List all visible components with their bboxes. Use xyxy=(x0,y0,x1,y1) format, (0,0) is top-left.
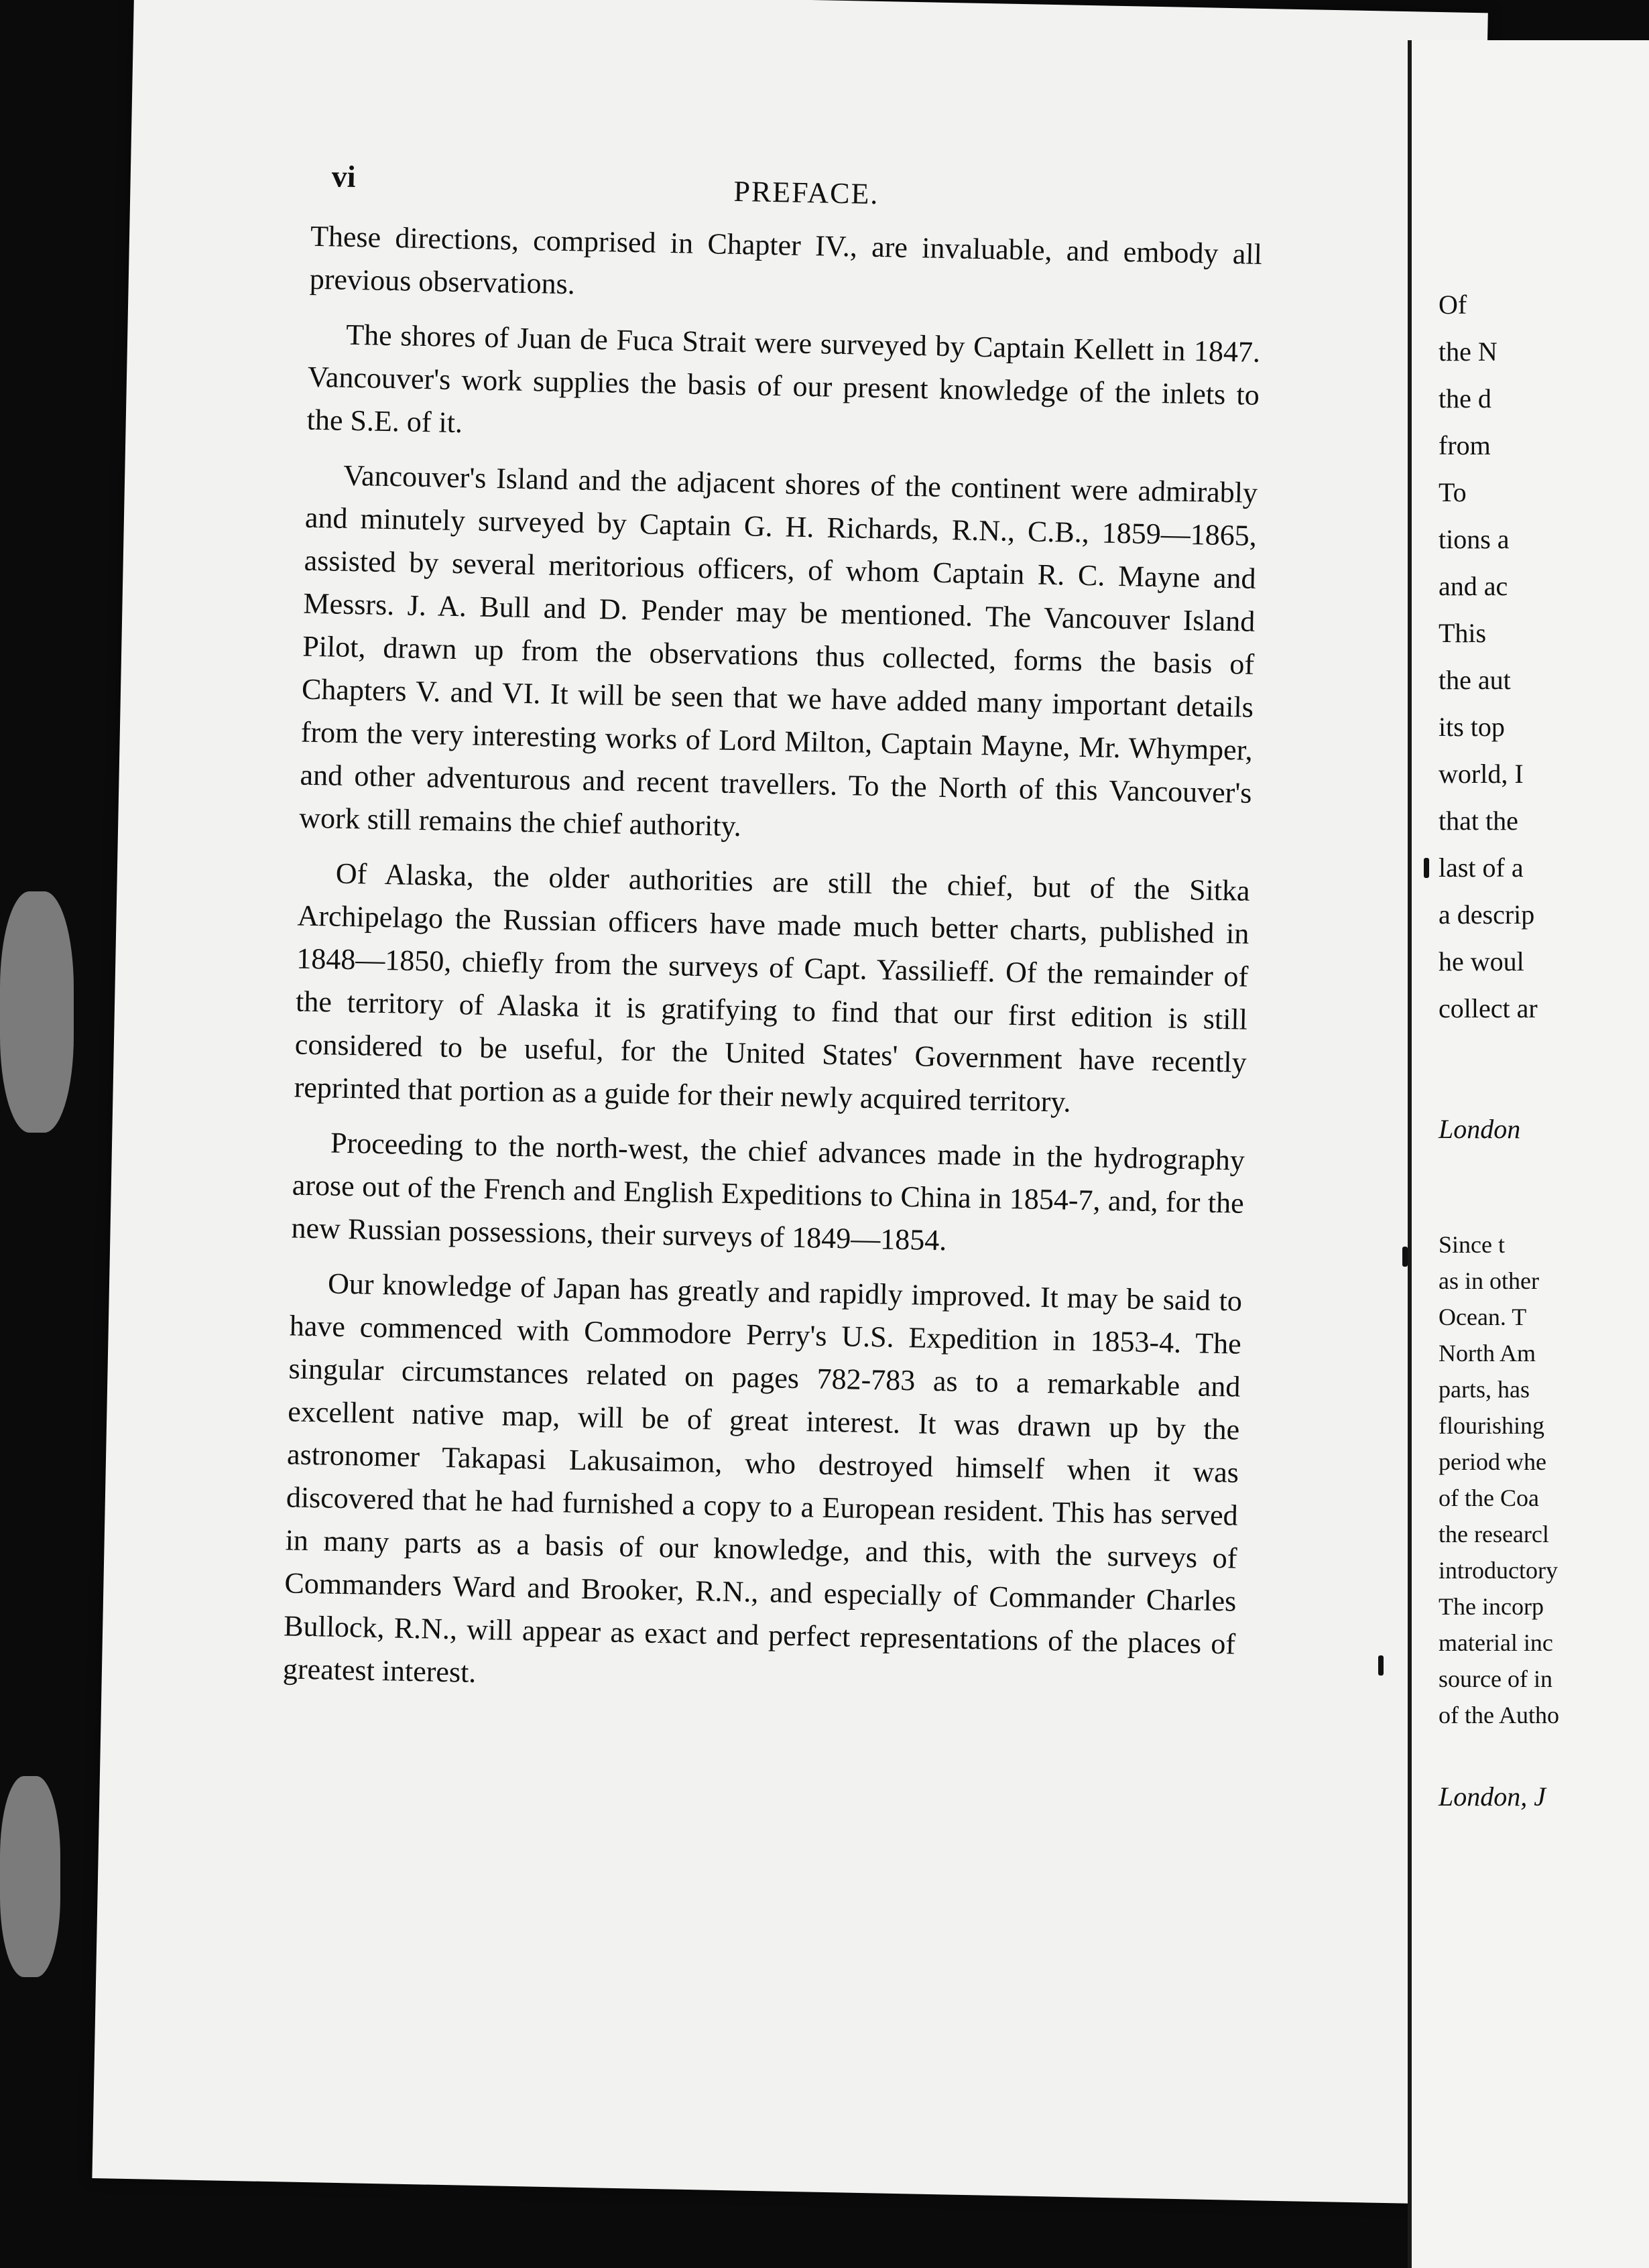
text-line: from xyxy=(1439,430,1491,460)
paragraph: Of Alaska, the older authorities are still the chief, but of the Sitka Archipelago the Russian officers have made much better charts, published in 1848—1850, chiefly from the surveys of Capt. Yassilieff. Of the remainder of the territory of Alaska it is gratifying to find that our first edition is still considered to be useful, for the United States' Government have recently reprinted that portion as a guide for their newly acquired territory. xyxy=(294,857,1251,1119)
text-line: a descrip xyxy=(1439,899,1535,930)
text-line: of the Autho xyxy=(1439,1702,1559,1728)
paragraph: Proceeding to the north-west, the chief advances made in the hydrography arose out of the French and English Expeditions to China in 1854-7, and, for the new Russian possessions, their surveys of 1849—1854. xyxy=(291,1126,1245,1257)
text-line: Ocean. T xyxy=(1439,1304,1527,1330)
text-line: To xyxy=(1439,477,1467,507)
text-line: and ac xyxy=(1439,571,1508,601)
right-page xyxy=(1408,40,1649,2268)
text-line: of the Coa xyxy=(1439,1485,1539,1511)
scan-mark xyxy=(1378,1655,1384,1676)
scan-mark xyxy=(1402,1247,1408,1267)
text-line: Of xyxy=(1439,290,1467,320)
paragraph: Our knowledge of Japan has greatly and rapidly improved. It may be said to have commenced with Commodore Perry's U.S. Expedition in 1853-4. The singular circumstances related on pages 782-783 as to a remarkable and excellent native map, will be of great interest. It was drawn up by the astronomer Takapasi Lakusaimon, who destroyed himself when it was discovered that he had furnished a copy to a European resident. This has served in many parts as a basis of our knowledge, and this, with the surveys of Commanders Ward and Brooker, R.N., and especially of Commander Charles Bullock, R.N., will appear as exact and perfect representations of the places of greatest interest. xyxy=(282,1267,1243,1689)
text-line: tions a xyxy=(1439,524,1510,554)
text-line: he woul xyxy=(1439,946,1524,976)
text-line: source of in xyxy=(1439,1665,1552,1692)
paragraph: These directions, comprised in Chapter IV., are invaluable, and embody all previous observations. xyxy=(309,219,1263,301)
text-line: its top xyxy=(1439,712,1505,742)
left-page xyxy=(92,0,1487,2204)
text-line: world, I xyxy=(1439,759,1524,789)
text-line: the researcl xyxy=(1439,1521,1549,1548)
text-line: last of a xyxy=(1439,853,1524,883)
text-line: that the xyxy=(1439,806,1518,836)
text-line: This xyxy=(1439,618,1487,648)
running-head: PREFACE. xyxy=(733,174,879,210)
text-line: introductory xyxy=(1439,1557,1558,1584)
paragraph: Vancouver's Island and the adjacent shores of the continent were admirably and minutely surveyed by Captain G. H. Richards, R.N., C.B., 1859—1865, assisted by several meritorious officers, of whom Captain R. C. Mayne and Messrs. J. A. Bull and D. Pender may be mentioned. The Vancouver Island Pilot, drawn up from the observations thus collected, forms the basis of Chapters V. and VI. It will be seen that we have added many important details from the very interesting works of Lord Milton, Captain Mayne, Mr. Whymper, and other adventurous and recent travellers. To the North of this Vancouver's work still remains the chief authority. xyxy=(298,458,1258,843)
right-page-text xyxy=(1439,281,1649,1820)
text-line: Since t xyxy=(1439,1231,1505,1258)
scan-artifact xyxy=(0,891,74,1133)
paragraph: The shores of Juan de Fuca Strait were surveyed by Captain Kellett in 1847. Vancouver's work supplies the basis of our present knowledge of the inlets to the S.E. of it. xyxy=(306,318,1261,440)
text-line: period whe xyxy=(1439,1448,1546,1475)
signature: London xyxy=(1439,1114,1521,1144)
text-line: collect ar xyxy=(1439,993,1538,1023)
page-number: vi xyxy=(331,159,357,194)
text-line: material inc xyxy=(1439,1629,1553,1656)
scan-mark xyxy=(1424,858,1429,878)
scan-artifact xyxy=(0,1776,60,1977)
signature: London, J xyxy=(1439,1781,1546,1812)
text-line: flourishing xyxy=(1439,1412,1544,1439)
text-line: The incorp xyxy=(1439,1593,1544,1620)
body-text xyxy=(282,215,1262,1721)
text-line: the N xyxy=(1439,336,1498,367)
text-line: parts, has xyxy=(1439,1376,1530,1403)
text-line: the d xyxy=(1439,383,1491,414)
text-line: North Am xyxy=(1439,1340,1536,1367)
text-line: as in other xyxy=(1439,1267,1539,1294)
text-line: the aut xyxy=(1439,665,1511,695)
